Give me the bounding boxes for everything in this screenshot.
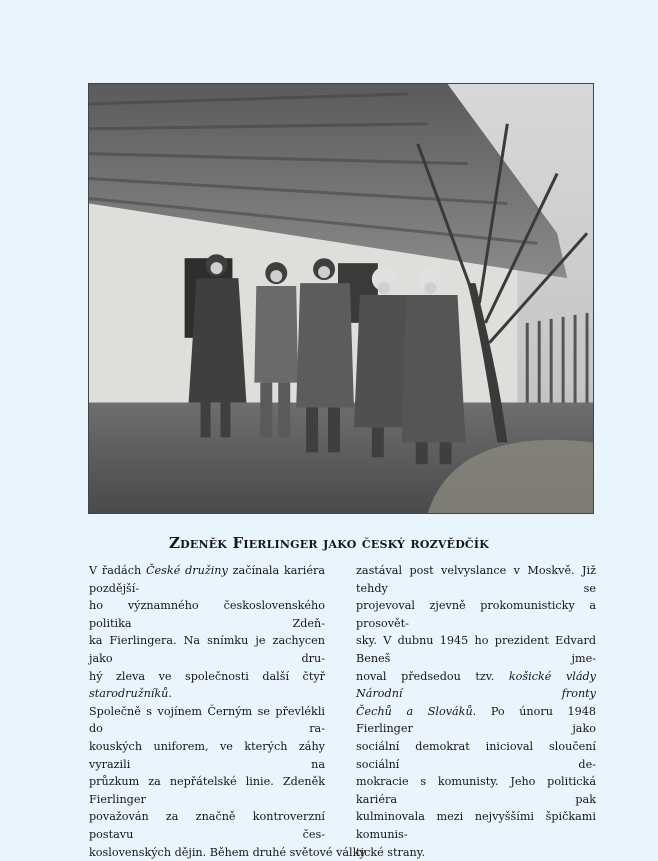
left_column-line: [89, 703, 325, 738]
text-run: ka Fierlingera. Na snímku je zachycen jako dru-: [89, 634, 325, 665]
text-run: ho významného československého politika Zdeň-: [89, 599, 325, 630]
right_column-line: [356, 703, 596, 738]
right_column-line: [356, 808, 596, 843]
right_column-line: [356, 668, 596, 703]
right_column-line: [356, 844, 596, 861]
text-run: tické strany.: [356, 846, 425, 859]
text-run: . Po únoru 1948 Fierlinger jako: [356, 705, 596, 736]
text-run: sociální demokrat inicioval sloučení sociální de-: [356, 740, 596, 771]
right_column-line: [356, 562, 596, 597]
text-run: průzkum za nepřátelské linie. Zdeněk Fierlinger: [89, 775, 325, 806]
text-run: projevoval zjevně prokomunisticky a prosovět-: [356, 599, 596, 630]
right_column-line: [356, 632, 596, 667]
text-run: hý zleva ve společnosti další čtyř: [89, 670, 325, 683]
text-run: považován za značně kontroverzní postavu čes-: [89, 810, 325, 841]
emphasized-text: České družiny: [146, 564, 228, 577]
right_column-line: [356, 597, 596, 632]
left_column-line: [89, 562, 325, 597]
photo-illustration: [89, 84, 593, 513]
text-run: sky. V dubnu 1945 ho prezident Edvard Beneš jme-: [356, 634, 596, 665]
left_column-line: [89, 632, 325, 667]
right_column-line: [356, 738, 596, 773]
emphasized-text: Čechů a Slováků: [356, 705, 473, 718]
text-run: V řadách: [89, 564, 146, 577]
text-run: zastával post velvyslance v Moskvě. Již tehdy se: [356, 564, 596, 595]
article-title: Zdeněk Fierlinger jako český rozvědčík: [0, 534, 658, 552]
text-run: Společně s vojínem Černým se převlékli do ra-: [89, 705, 325, 736]
left_column-line: [89, 844, 325, 861]
historical-photo: [88, 83, 594, 514]
emphasized-text: košické vlády Národní fronty: [356, 670, 596, 701]
left_column-line: [89, 738, 325, 773]
right_column-line: [356, 773, 596, 808]
text-run: noval předsedou tzv.: [356, 670, 509, 683]
text-run: kulminovala mezi nejvyššími špičkami komunis-: [356, 810, 596, 841]
text-run: začínala kariéra pozdější-: [89, 564, 325, 595]
text-run: koslovenských dějin. Během druhé světové války: [89, 846, 366, 859]
article-text-left-column: [89, 562, 325, 861]
left_column-line: [89, 668, 325, 703]
article-text-right-column: [356, 562, 596, 861]
left_column-line: [89, 597, 325, 632]
text-run: .: [168, 687, 172, 700]
text-run: mokracie s komunisty. Jeho politická kariéra pak: [356, 775, 596, 806]
emphasized-text: starodružníků: [89, 687, 168, 700]
left_column-line: [89, 808, 325, 843]
text-run: kouských uniforem, ve kterých záhy vyrazili na: [89, 740, 325, 771]
left_column-line: [89, 773, 325, 808]
